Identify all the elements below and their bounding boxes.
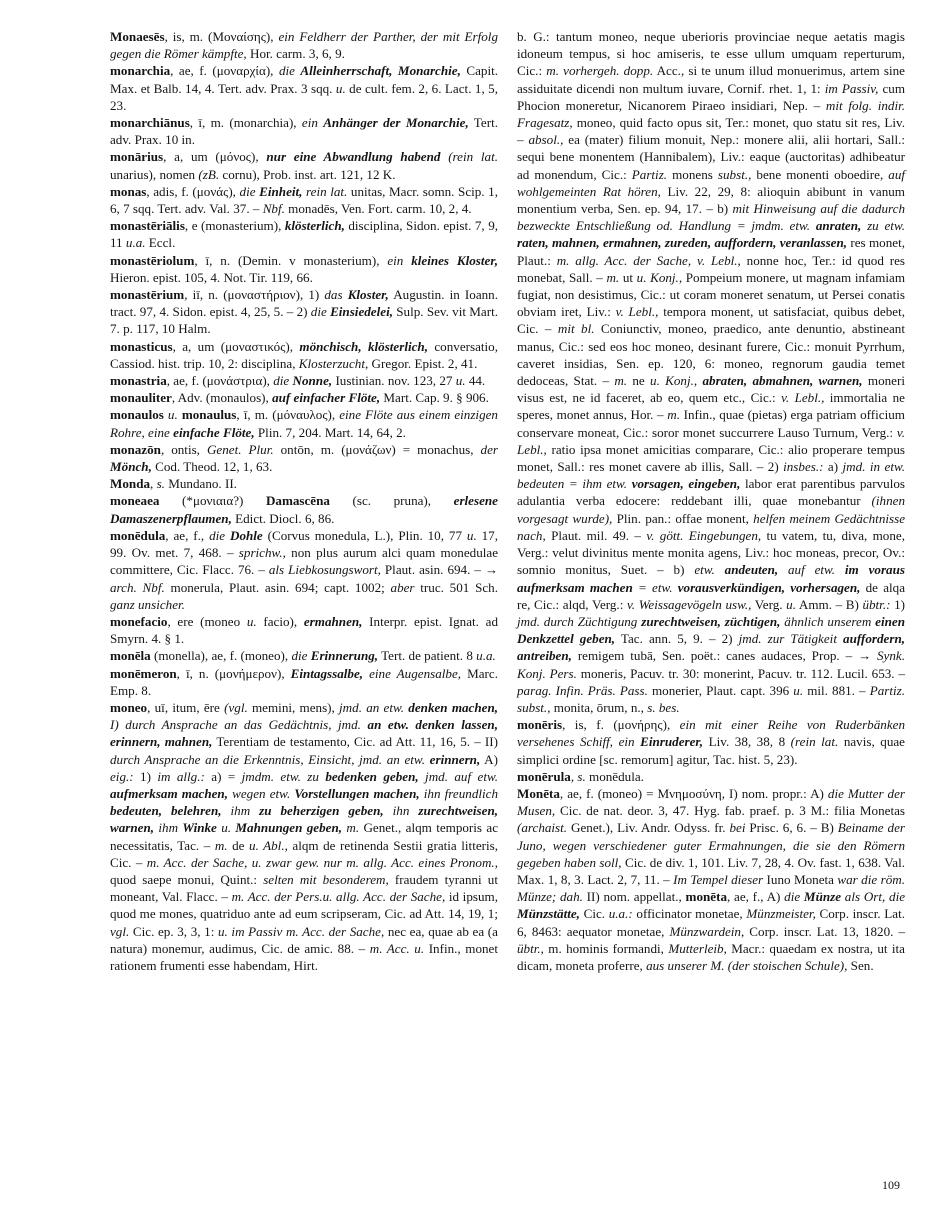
- dictionary-entry: monastērium, iī, n. (μοναστήριον), 1) das Kloster, Augustin. in Ioann. tract. 97, 4. Sidon. epist. 4, 25, 5. – 2) die Einsiedelei, Sulp. Sev. vit Mart. 7. p. 117, 10 Halm.: [110, 287, 498, 337]
- dictionary-entry: monēmeron, ī, n. (μονήμερον), Eintagssalbe, eine Augensalbe, Marc. Emp. 8.: [110, 665, 498, 698]
- dictionary-entry: monastria, ae, f. (μονάστρια), die Nonne, Iustinian. nov. 123, 27 u. 44.: [110, 373, 486, 389]
- dictionary-entry: monēris, is, f. (μονήρης), ein mit einer Reihe von Ruderbänken versehenes Schiff, ein Einruderer, Liv. 38, 38, 8 (rein lat. navis, quae simplici ordine [sc. remorum] agitur, Tac. hist. 5, 23).: [517, 717, 905, 767]
- dictionary-entry: Monaesēs, is, m. (Μοναίσης), ein Feldherr der Parther, der mit Erfolg gegen die Römer kämpfte, Hor. carm. 3, 6, 9.: [110, 29, 498, 62]
- dictionary-entry: monas, adis, f. (μονάς), die Einheit, rein lat. unitas, Macr. somn. Scip. 1, 6, 7 sqq. Tert. adv. Val. 37. – Nbf. monadēs, Ven. Fort. carm. 10, 2, 4.: [110, 183, 498, 217]
- dictionary-entry: Monēta, ae, f. (moneo) = Μνημοσύνη, I) nom. propr.: A) die Mutter der Musen, Cic. de nat. deor. 3, 47. Hyg. fab. praef. p. 3 M.: filia Monetas (archaist. Genet.), Liv. Andr. Odyss. fr. bei Prisc. 6, 6. – B) Beiname der Juno, wegen verschiedener guter Ermahnungen, die sie den Römern gegeben haben soll, Cic. de div. 1, 101. Liv. 7, 28, 4. Ov. fast. 1, 638. Val. Max. 1, 8, 3. Lact. 2, 7, 11. – Im Tempel dieser Iuno Moneta war die röm. Münze; dah. II) nom. appellat., monēta, ae, f., A) die Münze als Ort, die Münzstätte, Cic. u.a.: officinator monetae, Münzmeister, Corp. inscr. Lat. 6, 8463: aequator monetae, Münzwardein, Corp. inscr. Lat. 13, 1820. – übtr., m. hominis formandi, Mutterleib, Macr.: quaedam ex nostra, ut ita dicam, moneta proferre, aus unserer M. (der stoischen Schule), Sen.: [517, 785, 906, 973]
- dictionary-entry: b. G.: tantum moneo, neque uberioris provinciae neque aetatis magis idoneum tempus, si hoc amiseris, te esse ullum umquam reperturum, Cic.: m. vorhergeh. dopp. Acc., si te unum illud monuerimus, artem sine assiduitate dicendi non multum iuvare, Cornif. rhet. 1, 1: im Passiv, cum Phocion moneretur, Nicanorem Piraeo insidiari, Nep. – mit folg. indir. Fragesatz, moneo, quid facto opus sit, Ter.: monet, quo statu sit res, Liv. – absol., ea (mater) filium monuit, Nep.: monere alii, alii hortari, Sall.: sequi bene monentem (Hannibalem), Liv.: eaque (auctoritas) adhibeatur ad monendum, Cic.: Partiz. monens subst., bene monenti oboedire, auf wohlgemeinten Rat hören, Liv. 22, 29, 8: alioquin abibunt in vanum monentium verba, Sen. ep. 94, 17. – b) mit Hinweisung auf die dadurch bezweckte Entschließung od. Handlung = jmdm. etw. anraten, zu etw. raten, mahnen, ermahnen, zureden, auffordern, veranlassen, res monet, Plaut.: m. allg. Acc. der Sache, v. Lebl., nonne hoc, Ter.: id quod res monebat, Sall. – m. ut u. Konj., Pompeium monere, ut magnam infamiam fugiat, non desistimus, Cic.: ut coram moneret senatum, ut Persei conatis obviam iret, Liv.: v. Lebl., tempora monent, ut satisfaciat, quibus debet, Cic. – mit bl. Coniunctiv, moneo, praedico, ante denuntio, abstineant manus, Cic.: sed eos hoc moneo, desinant furere, Cic.: monuit Pyrrhum, caveret insidias, Sen. ep. 120, 6: moneo, regnorum gaudia temet dedoceas, Stat. – m. ne u. Konj., abraten, abmahnen, warnen, moneri visus est, ne id faceret, ab eo, quem etc., Cic.: v. Lebl., immortalia ne speres, monet annus, Hor. – m. Infin., quae (pietas) erga patriam officium conservare moneat, Cic.: soror monet succurrere Lauso Turnum, Verg.: v. Lebl., ratio ipsa monet amicitias comparare, Cic.: alio properare tempus monet, Sall.: res monet cavere ab illis, Sall. – 2) insbes.: a) jmd. in etw. bedeuten = ihm etw. vorsagen, eingeben, labor erat parentibus parvulos adulantia verba edocere: reddebant illi, quae monebantur (ihnen vorgesagt wurde), Plin. pan.: offae monent, helfen meinem Gedächtnisse nach, Plaut. mil. 49. – v. gött. Eingebungen, tu vatem, tu, diva, mone, Verg.: velut divinitus mente monita agens, Liv.: hoc moneas, precor, Ov.: somnio monitus, Suet. – b) etw. andeuten, auf etw. im voraus aufmerksam machen = etw. vorausverkündigen, vorhersagen, de alqa re, Cic.: alqd, Verg.: v. Weissagevögeln usw., Verg. u. Amm. – B) übtr.: 1) jmd. durch Züchtigung zurechtweisen, züchtigen, ähnlich unserem einen Denkzettel geben, Tac. ann. 5, 9. – 2) jmd. zur Tätigkeit auffordern, antreiben, remigem tubā, Sen. poët.: canes audaces, Prop. – → Synk. Konj. Pers. moneris, Pacuv. tr. 30: monerint, Pacuv. tr. 112. Lucil. 653. – parag. Infin. Präs. Pass. monerier, Plaut. capt. 396 u. mil. 881. – Partiz. subst., monita, ōrum, n., s. bes.: [517, 29, 906, 715]
- right-column: [517, 28, 905, 974]
- dictionary-entry: moneaea (*μονιαια?) Damascēna (sc. pruna), erlesene Damaszenerpflaumen, Edict. Diocl. 6, 86.: [110, 493, 498, 526]
- left-column: [110, 28, 498, 974]
- dictionary-entry: monazōn, ontis, Genet. Plur. ontōn, m. (μονάζων) = monachus, der Mönch, Cod. Theod. 12, 1, 63.: [110, 441, 498, 475]
- dictionary-entry: monarchiānus, ī, m. (monarchia), ein Anhänger der Monarchie, Tert. adv. Prax. 10 in.: [110, 115, 498, 148]
- dictionary-entry: monēla (monella), ae, f. (moneo), die Erinnerung, Tert. de patient. 8 u.a.: [110, 648, 496, 664]
- dictionary-entry: monērula, s. monēdula.: [517, 768, 644, 784]
- dictionary-entry: monēdula, ae, f., die Dohle (Corvus monedula, L.), Plin. 10, 77 u. 17, 99. Ov. met. 7, 468. – sprichw., non plus aurum alci quam monedulae committere, Cic. Flacc. 76. – als Liebkosungswort, Plaut. asin. 694. – → arch. Nbf. monerula, Plaut. asin. 694; capt. 1002; aber truc. 501 Sch. ganz unsicher.: [110, 527, 499, 612]
- dictionary-entry: monasticus, a, um (μοναστικός), mönchisch, klösterlich, conversatio, Cassiod. hist. trip. 10, 2: disciplina, Klosterzucht, Gregor. Epist. 2, 41.: [110, 338, 498, 371]
- dictionary-entry: moneo, uī, itum, ēre (vgl. memini, mens), jmd. an etw. denken machen, I) durch Ansprache an das Gedächtnis, jmd. an etw. denken lassen, erinnern, mahnen, Terentiam de testamento, Cic. ad Att. 11, 16, 5. – II) durch Ansprache an die Erkenntnis, Einsicht, jmd. an etw. erinnern, A) eig.: 1) im allg.: a) = jmdm. etw. zu bedenken geben, jmd. auf etw. aufmerksam machen, wegen etw. Vorstellungen machen, ihn freundlich bedeuten, belehren, ihm zu beherzigen geben, ihn zurechtweisen, warnen, ihm Winke u. Mahnungen geben, m. Genet., alqm temporis ac necessitatis, Tac. – m. de u. Abl., alqm de retinenda Sestii gratia litteris, Cic. – m. Acc. der Sache, u. zwar gew. nur m. allg. Acc. eines Pronom., quod saepe monui, Quint.: selten mit besonderem, fraudem tyranni ut moneant, Val. Flacc. – m. Acc. der Pers.u. allg. Acc. der Sache, id ipsum, quod me mones, quatriduo ante ad eum scripseram, Cic. ad Att. 14, 19, 1; vgl. Cic. ep. 3, 3, 1: u. im Passiv m. Acc. der Sache, nec ea, quae ab ea (a natura) monemur, audimus, Cic. de amic. 88. – m. Acc. u. Infin., monet rationem frumenti esse habendam, Hirt.: [110, 699, 499, 973]
- dictionary-entry: monaulos u. monaulus, ī, m. (μόναυλος), eine Flöte aus einem einzigen Rohre, eine einfache Flöte, Plin. 7, 204. Mart. 14, 64, 2.: [110, 407, 498, 440]
- dictionary-entry: monefacio, ere (moneo u. facio), ermahnen, Interpr. epist. Ignat. ad Smyrn. 4. § 1.: [110, 613, 498, 647]
- dictionary-entry: Monda, s. Mundano. II.: [110, 476, 237, 492]
- page-number: 109: [882, 1178, 900, 1192]
- dictionary-entry: monastēriolum, ī, n. (Demin. v monasterium), ein kleines Kloster, Hieron. epist. 105, 4. Not. Tir. 119, 66.: [110, 252, 498, 285]
- dictionary-entry: monauliter, Adv. (monaulos), auf einfacher Flöte, Mart. Cap. 9. § 906.: [110, 390, 489, 406]
- dictionary-entry: monārius, a, um (μόνος), nur eine Abwandlung habend (rein lat. unarius), nomen (zB. cornu), Prob. inst. art. 121, 12 K.: [110, 149, 498, 182]
- dictionary-entry: monarchia, ae, f. (μοναρχία), die Alleinherrschaft, Monarchie, Capit. Max. et Balb. 14, 4. Tert. adv. Prax. 3 sqq. u. de cult. fem. 2, 6. Lact. 1, 5, 23.: [110, 63, 498, 113]
- dictionary-entry: monastēriālis, e (monasterium), klösterlich, disciplina, Sidon. epist. 7, 9, 11 u.a. Eccl.: [110, 218, 499, 251]
